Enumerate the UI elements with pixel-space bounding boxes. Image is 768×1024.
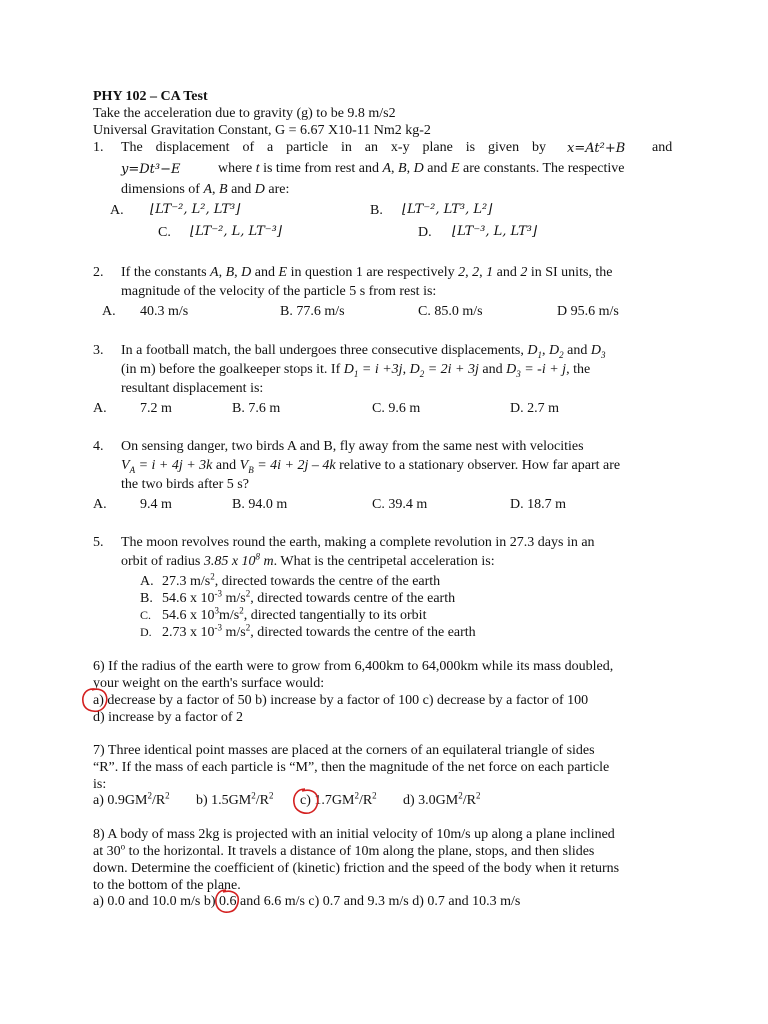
q1-equation-x: x=At²+B <box>567 141 626 156</box>
q2-option-b: B. 77.6 m/s <box>280 304 345 319</box>
q7-line2: “R”. If the mass of each particle is “M”, then the magnitude of the net force on each particle <box>93 760 610 775</box>
q7-option-d: d) $3.0GM^2/R^2$ <box>403 790 481 808</box>
q2-line2: magnitude of the velocity of the particle 5 s from rest is: <box>121 284 437 299</box>
q3-option-b: B. 7.6 m <box>232 401 281 416</box>
q2-number: 2. <box>93 265 104 280</box>
q2-line1: If the constants A, B, D and E in question 1 are respectively 2, 2, 1 and 2 in SI units, the <box>121 265 613 280</box>
q7-line1: 7) Three identical point masses are placed at the corners of an equilateral triangle of sides <box>93 743 595 758</box>
q2-option-c: C. 85.0 m/s <box>418 304 483 319</box>
q3-option-a-letter: A. <box>93 401 107 416</box>
q5-line2: orbit of radius 3.85 x $10^8$ m. What is the centripetal acceleration is: <box>121 551 495 569</box>
q5-option-c: 54.6 x $10^3m/s^2$, directed tangentially to its orbit <box>162 605 427 623</box>
q5-option-d-letter: D. <box>140 625 152 639</box>
q1-line1: The displacement of a particle in an x-y plane is given by <box>121 140 546 155</box>
q3-line1: In a football match, the ball undergoes three consecutive displacements, $D_1$, $D_2$ and $D_3$ <box>121 343 606 360</box>
q4-line3: the two birds after 5 s? <box>121 477 249 492</box>
q4-option-a: 9.4 m <box>140 497 172 512</box>
q1-number: 1. <box>93 140 104 155</box>
q1-option-a-letter: A. <box>110 203 124 218</box>
q1-option-c: ⌊LT⁻², L, LT⁻³⌋ <box>190 224 282 239</box>
q5-option-a: 27.3 $m/s^2$, directed towards the centre of the earth <box>162 571 441 589</box>
q8-line3: down. Determine the coefficient of (kinetic) friction and the speed of the body when it returns <box>93 861 620 876</box>
q1-option-a: ⌊LT⁻², L², LT³⌋ <box>150 202 241 217</box>
q3-option-d: D. 2.7 m <box>510 401 559 416</box>
constant-note: Universal Gravitation Constant, G = 6.67 X10-11 Nm2 kg-2 <box>93 123 431 138</box>
q7-line3: is: <box>93 777 107 792</box>
q1-option-d: ⌊LT⁻³, L, LT³⌋ <box>452 224 538 239</box>
q4-option-b: B. 94.0 m <box>232 497 288 512</box>
q4-option-d: D. 18.7 m <box>510 497 566 512</box>
q7-option-a: a) $0.9GM^2/R^2$ <box>93 790 170 808</box>
q4-number: 4. <box>93 439 104 454</box>
q1-and: and <box>652 140 673 155</box>
q3-line2: (in m) before the goalkeeper stops it. If $D_1 = i +3j$, $D_2 = 2i + 3j$ and $D_3 = -i + j$, the <box>121 362 591 379</box>
q5-option-a-letter: A. <box>140 574 154 589</box>
q6-line1: 6) If the radius of the earth were to grow from 6,400km to 64,000km while its mass doubled, <box>93 659 614 674</box>
q5-option-b: 54.6 x $10^{-3}$ $m/s^2$, directed towards centre of the earth <box>162 588 456 606</box>
q5-option-d: 2.73 x $10^{-3}$ $m/s^2$, directed towards the centre of the earth <box>162 622 476 640</box>
q5-line1: The moon revolves round the earth, making a complete revolution in 27.3 days in an <box>121 535 595 550</box>
q6-line2: your weight on the earth's surface would: <box>93 676 325 691</box>
q8-line4: to the bottom of the plane. <box>93 878 241 893</box>
q3-number: 3. <box>93 343 104 358</box>
q6-line4: d) increase by a factor of 2 <box>93 710 244 725</box>
q6-line3: a) decrease by a factor of 50 b) increase by a factor of 100 c) decrease by a factor of 100 <box>93 693 589 708</box>
q7-option-b: b) $1.5GM^2/R^2$ <box>196 790 274 808</box>
q2-option-d: D 95.6 m/s <box>557 304 619 319</box>
q3-option-c: C. 9.6 m <box>372 401 421 416</box>
q8-line2: at 30$^o$ to the horizontal. It travels a distance of 10m along the plane, stops, and then slides <box>93 841 595 859</box>
q1-equation-y: y=Dt³−E <box>121 162 181 177</box>
q1-option-d-letter: D. <box>418 225 432 240</box>
q2-option-a-letter: A. <box>102 304 116 319</box>
q1-line2: where t is time from rest and A, B, D and E are constants. The respective <box>218 161 625 176</box>
q4-option-c: C. 39.4 m <box>372 497 428 512</box>
q8-line5: a) 0.0 and 10.0 m/s b) 0.6 and 6.6 m/s c) 0.7 and 9.3 m/s d) 0.7 and 10.3 m/s <box>93 894 521 909</box>
page-title: PHY 102 – CA Test <box>93 89 208 104</box>
q4-option-a-letter: A. <box>93 497 107 512</box>
q1-line3: dimensions of A, B and D are: <box>121 182 290 197</box>
q3-line3: resultant displacement is: <box>121 381 264 396</box>
q3-option-a: 7.2 m <box>140 401 172 416</box>
q5-option-b-letter: B. <box>140 591 153 606</box>
q7-option-c: c) $1.7GM^2/R^2$ <box>300 790 377 808</box>
q4-line2: $V_A = i + 4j + 3k$ and $V_B = 4i + 2j - 4k$ relative to a stationary observer. How far apart are <box>121 458 621 475</box>
q1-option-c-letter: C. <box>158 225 171 240</box>
q1-option-b: ⌊LT⁻², LT³, L²⌋ <box>402 202 493 217</box>
q2-option-a: 40.3 m/s <box>140 304 189 319</box>
gravity-note: Take the acceleration due to gravity (g) to be 9.8 m/s2 <box>93 106 396 121</box>
q5-option-c-letter: C. <box>140 608 152 622</box>
q8-line1: 8) A body of mass 2kg is projected with an initial velocity of 10m/s up along a plane inclined <box>93 827 615 842</box>
q1-option-b-letter: B. <box>370 203 383 218</box>
q4-line1: On sensing danger, two birds A and B, fly away from the same nest with velocities <box>121 439 584 454</box>
q5-number: 5. <box>93 535 104 550</box>
